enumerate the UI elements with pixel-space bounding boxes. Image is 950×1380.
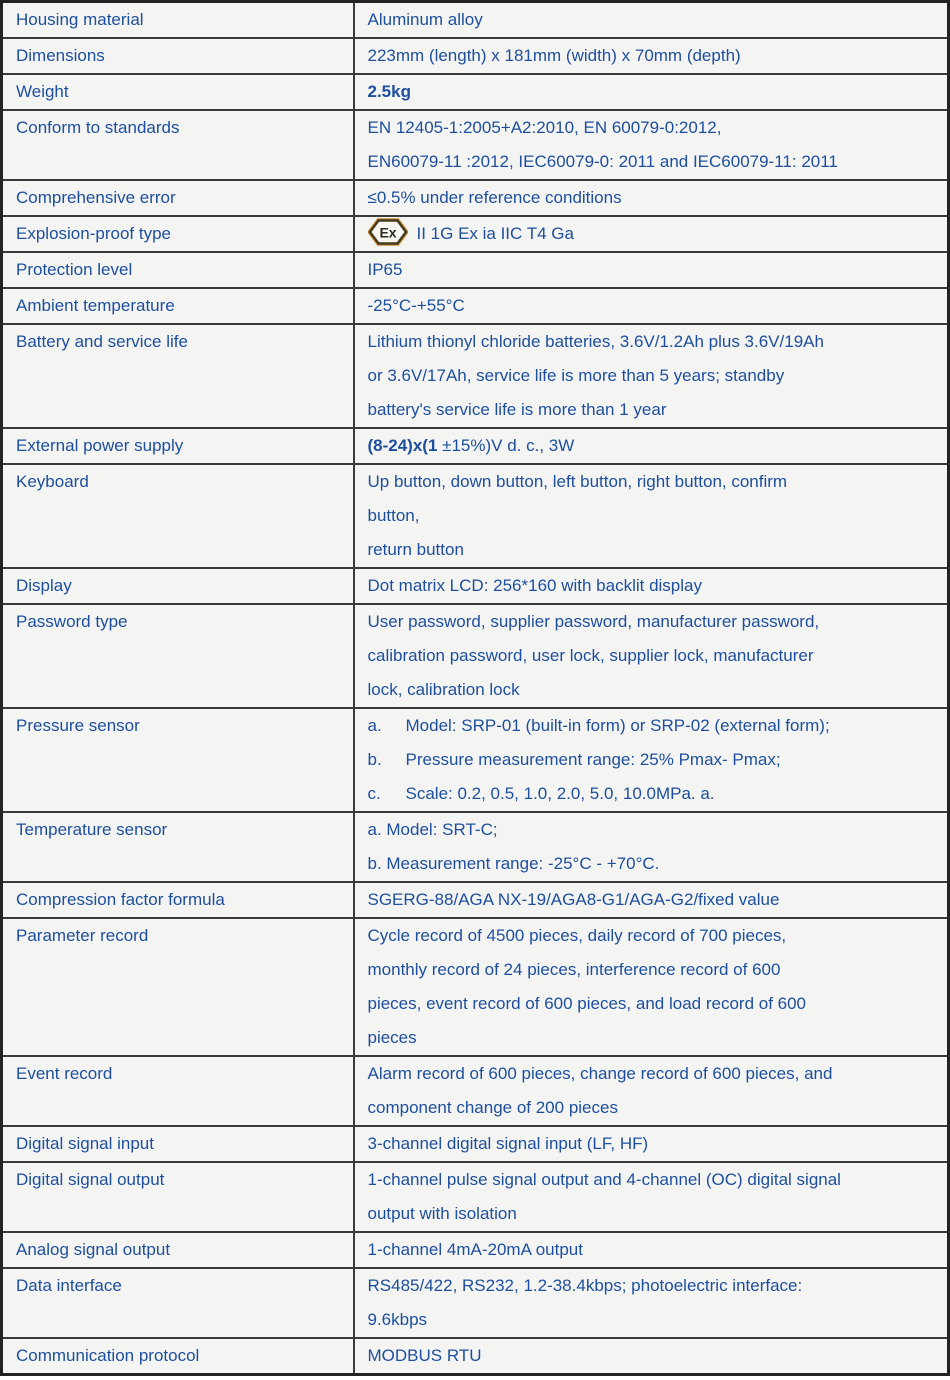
spec-table-body (2, 2, 949, 1375)
spec-label: Comprehensive error (16, 188, 176, 207)
value-line (368, 987, 940, 1021)
value-line (368, 777, 940, 811)
list-marker: a. (367, 716, 382, 735)
spec-label: Weight (16, 82, 69, 101)
value-line (368, 533, 940, 567)
value-text: ≤0.5% under reference conditions (367, 188, 622, 207)
spec-value-cell (354, 288, 949, 324)
value-line (368, 1233, 940, 1267)
spec-label-cell (2, 1056, 354, 1126)
spec-label: Data interface (16, 1276, 122, 1295)
table-row (2, 180, 949, 216)
value-text: 2.5kg (367, 82, 411, 101)
spec-label-cell (2, 38, 354, 74)
spec-label-cell (2, 324, 354, 428)
ex-hexagon-icon (368, 218, 408, 246)
value-line (368, 1091, 940, 1125)
spec-label: Explosion-proof type (16, 224, 171, 243)
spec-label-cell (2, 1268, 354, 1338)
value-line (368, 743, 940, 777)
spec-value-cell (354, 216, 949, 252)
spec-label: Event record (16, 1064, 113, 1083)
table-row (2, 918, 949, 1056)
spec-value-cell (354, 1162, 949, 1232)
value-text: 1-channel pulse signal output and 4-channel (OC) digital signal (367, 1170, 841, 1189)
spec-label: Ambient temperature (16, 296, 175, 315)
value-line (368, 569, 940, 603)
spec-label: Communication protocol (16, 1346, 200, 1365)
spec-label-cell (2, 882, 354, 918)
value-text: RS485/422, RS232, 1.2-38.4kbps; photoelectric interface: (367, 1276, 803, 1295)
value-line (368, 847, 940, 881)
value-line (368, 465, 940, 499)
value-line (368, 359, 940, 393)
value-text: Lithium thionyl chloride batteries, 3.6V/1.2Ah plus 3.6V/19Ah (367, 332, 824, 351)
ex-icon-label: Ex (378, 224, 397, 241)
value-line (368, 673, 940, 707)
value-text: Dot matrix LCD: 256*160 with backlit display (367, 576, 702, 595)
value-text: 9.6kbps (367, 1310, 428, 1329)
value-text: return button (367, 540, 464, 559)
table-row (2, 812, 949, 882)
table-row (2, 1162, 949, 1232)
value-text: output with isolation (367, 1204, 517, 1223)
table-row (2, 428, 949, 464)
value-text: Cycle record of 4500 pieces, daily record of 700 pieces, (367, 926, 787, 945)
spec-label-cell (2, 74, 354, 110)
spec-label-cell (2, 464, 354, 568)
value-text: User password, supplier password, manufacturer password, (367, 612, 820, 631)
spec-value-cell (354, 38, 949, 74)
value-text: ±15%)V d. c., 3W (442, 436, 575, 455)
spec-value-cell (354, 324, 949, 428)
spec-label-cell (2, 428, 354, 464)
spec-value-cell (354, 568, 949, 604)
value-line (368, 1021, 940, 1055)
value-text: component change of 200 pieces (367, 1098, 618, 1117)
list-marker: c. (367, 784, 381, 803)
spec-label-cell (2, 1338, 354, 1375)
table-row (2, 110, 949, 180)
table-row (2, 604, 949, 708)
spec-label-cell (2, 1162, 354, 1232)
spec-label-cell (2, 568, 354, 604)
table-row (2, 38, 949, 74)
value-text: calibration password, user lock, supplier lock, manufacturer (367, 646, 814, 665)
value-text: or 3.6V/17Ah, service life is more than 5 years; standby (367, 366, 785, 385)
value-text: 223mm (length) x 181mm (width) x 70mm (depth) (367, 46, 741, 65)
spec-label: Parameter record (16, 926, 149, 945)
spec-label-cell (2, 216, 354, 252)
value-line (368, 253, 940, 287)
spec-label: External power supply (16, 436, 184, 455)
spec-label: Battery and service life (16, 332, 188, 351)
spec-value-cell (354, 1232, 949, 1268)
spec-label: Keyboard (16, 472, 89, 491)
spec-label-cell (2, 288, 354, 324)
spec-value-cell (354, 2, 949, 39)
table-row (2, 288, 949, 324)
value-text: II 1G Ex ia IIC T4 Ga (416, 224, 574, 243)
value-text: Up button, down button, left button, right button, confirm (367, 472, 788, 491)
value-line (368, 499, 940, 533)
spec-value-cell (354, 464, 949, 568)
value-text: monthly record of 24 pieces, interference record of 600 (367, 960, 781, 979)
spec-label-cell (2, 812, 354, 882)
value-line (368, 1127, 940, 1161)
spec-label-cell (2, 708, 354, 812)
spec-label: Pressure sensor (16, 716, 140, 735)
list-marker: b. (367, 750, 382, 769)
value-text: button, (367, 506, 420, 525)
value-text: pieces (367, 1028, 417, 1047)
spec-label-cell (2, 110, 354, 180)
spec-value-cell (354, 252, 949, 288)
value-text: Model: SRP-01 (built-in form) or SRP-02 (external form); (405, 716, 830, 735)
table-row (2, 252, 949, 288)
value-line (368, 289, 940, 323)
spec-label-cell (2, 604, 354, 708)
value-line (368, 111, 940, 145)
value-line (368, 325, 940, 359)
table-row (2, 708, 949, 812)
spec-label: Display (16, 576, 72, 595)
spec-label-cell (2, 1232, 354, 1268)
table-row (2, 882, 949, 918)
table-row (2, 74, 949, 110)
value-line (368, 813, 940, 847)
value-line (368, 1339, 940, 1373)
value-line (368, 1057, 940, 1091)
value-line (368, 3, 940, 37)
spec-label-cell (2, 180, 354, 216)
value-line (368, 217, 940, 251)
value-line (368, 1269, 940, 1303)
value-line (368, 181, 940, 215)
spec-label-cell (2, 918, 354, 1056)
spec-label: Password type (16, 612, 128, 631)
value-text: -25°C-+55°C (367, 296, 465, 315)
value-line (368, 429, 940, 463)
value-text: EN60079-11 :2012, IEC60079-0: 2011 and IEC60079-11: 2011 (367, 152, 838, 171)
spec-value-cell (354, 180, 949, 216)
table-row (2, 1338, 949, 1375)
value-text: 1-channel 4mA-20mA output (367, 1240, 583, 1259)
table-row (2, 1126, 949, 1162)
value-line (368, 919, 940, 953)
value-line (368, 953, 940, 987)
spec-label: Digital signal output (16, 1170, 165, 1189)
value-line (368, 39, 940, 73)
value-line (368, 1163, 940, 1197)
value-text: IP65 (367, 260, 403, 279)
spec-value-cell (354, 708, 949, 812)
table-row (2, 1268, 949, 1338)
spec-value-cell (354, 812, 949, 882)
value-text: Alarm record of 600 pieces, change record of 600 pieces, and (367, 1064, 833, 1083)
spec-value-cell (354, 74, 949, 110)
table-row (2, 216, 949, 252)
value-line (368, 393, 940, 427)
value-line (368, 883, 940, 917)
value-line (368, 1303, 940, 1337)
table-row (2, 2, 949, 39)
value-text: Aluminum alloy (367, 10, 483, 29)
table-row (2, 1232, 949, 1268)
spec-label: Analog signal output (16, 1240, 171, 1259)
value-line (368, 1197, 940, 1231)
spec-label: Digital signal input (16, 1134, 154, 1153)
value-text: Scale: 0.2, 0.5, 1.0, 2.0, 5.0, 10.0MPa. a. (405, 784, 715, 803)
spec-label: Compression factor formula (16, 890, 225, 909)
spec-value-cell (354, 604, 949, 708)
spec-label: Temperature sensor (16, 820, 168, 839)
value-text: (8-24)x(1 (367, 436, 443, 455)
spec-label: Housing material (16, 10, 144, 29)
value-line (368, 639, 940, 673)
table-row (2, 464, 949, 568)
table-row (2, 324, 949, 428)
spec-value-cell (354, 1338, 949, 1375)
value-text: pieces, event record of 600 pieces, and load record of 600 (367, 994, 807, 1013)
value-line (368, 709, 940, 743)
value-text: SGERG-88/AGA NX-19/AGA8-G1/AGA-G2/fixed value (367, 890, 780, 909)
spec-value-cell (354, 918, 949, 1056)
value-text: a. Model: SRT-C; (367, 820, 498, 839)
table-row (2, 1056, 949, 1126)
value-text: lock, calibration lock (367, 680, 520, 699)
value-text: b. Measurement range: -25°C - +70°C. (367, 854, 660, 873)
value-text: 3-channel digital signal input (LF, HF) (367, 1134, 649, 1153)
spec-label-cell (2, 2, 354, 39)
spec-label-cell (2, 252, 354, 288)
value-text: Pressure measurement range: 25% Pmax- Pmax; (405, 750, 781, 769)
spec-label: Protection level (16, 260, 133, 279)
spec-label-cell (2, 1126, 354, 1162)
value-text: MODBUS RTU (367, 1346, 482, 1365)
spec-value-cell (354, 1268, 949, 1338)
spec-value-cell (354, 110, 949, 180)
spec-value-cell (354, 1056, 949, 1126)
value-line (368, 75, 940, 109)
value-line (368, 605, 940, 639)
spec-label: Dimensions (16, 46, 105, 65)
spec-value-cell (354, 1126, 949, 1162)
value-text: battery's service life is more than 1 year (367, 400, 667, 419)
spec-value-cell (354, 882, 949, 918)
value-text: EN 12405-1:2005+A2:2010, EN 60079-0:2012, (367, 118, 722, 137)
spec-label: Conform to standards (16, 118, 180, 137)
spec-value-cell (354, 428, 949, 464)
value-line (368, 145, 940, 179)
table-row (2, 568, 949, 604)
